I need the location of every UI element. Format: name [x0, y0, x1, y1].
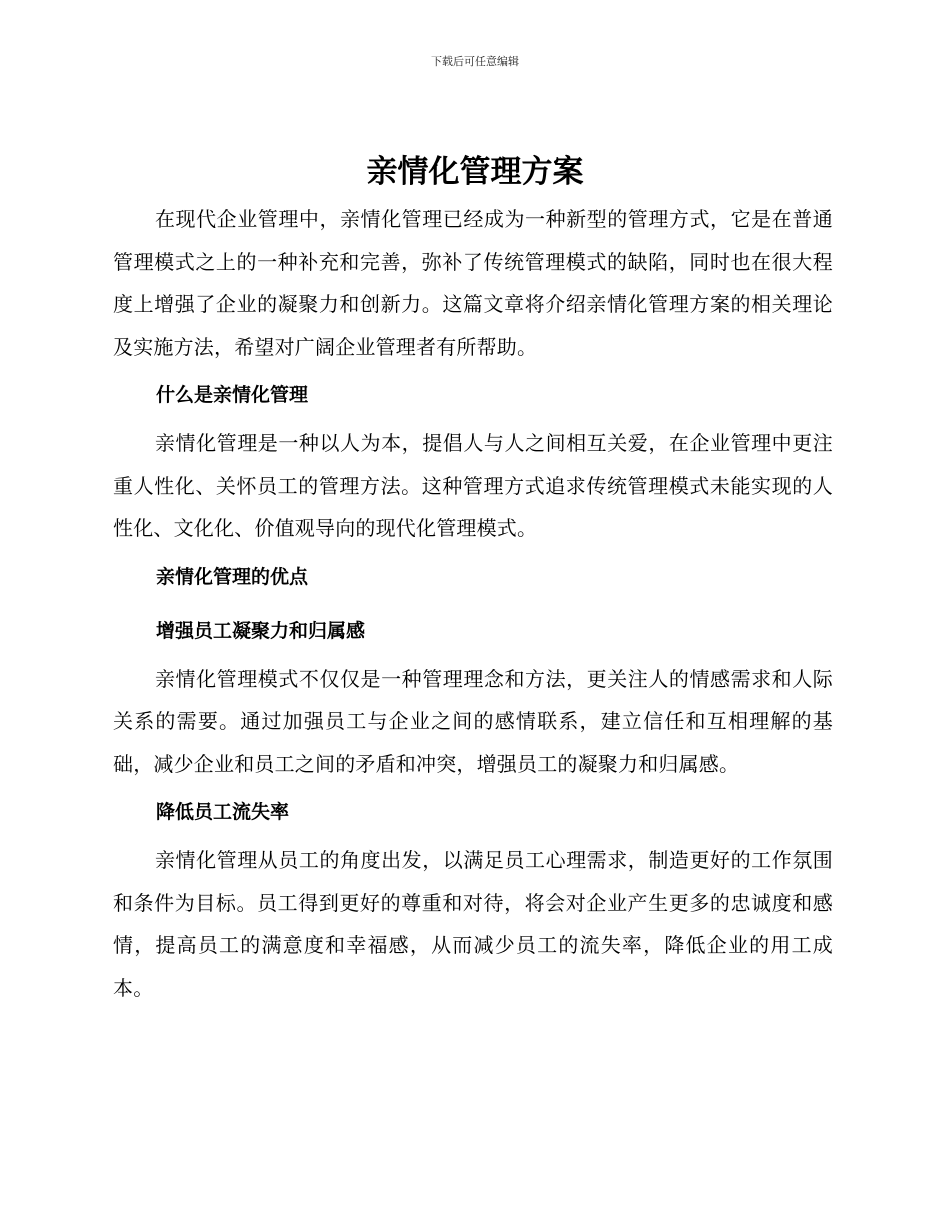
- document-title: 亲情化管理方案: [366, 154, 584, 190]
- intro-paragraph: 在现代企业管理中，亲情化管理已经成为一种新型的管理方式，它是在普通管理模式之上的一种补充和完善，弥补了传统管理模式的缺陷，同时也在很大程度上增强了企业的凝聚力和创新力。这篇文章将介绍亲情化管理方案的相关理论及实施方法，希望对广阔企业管理者有所帮助。: [113, 207, 833, 359]
- section-paragraph-turnover: 亲情化管理从员工的角度出发，以满足员工心理需求，制造更好的工作氛围和条件为目标。员工得到更好的尊重和对待，将会对企业产生更多的忠诚度和感情，提高员工的满意度和幸福感，从而减少员工的流失率，降低企业的用工成本。: [113, 848, 833, 1000]
- header-note: 下载后可任意编辑: [431, 55, 519, 68]
- document-body: [113, 198, 833, 1009]
- section-paragraph-cohesion: 亲情化管理模式不仅仅是一种管理理念和方法，更关注人的情感需求和人际关系的需要。通过加强员工与企业之间的感情联系，建立信任和互相理解的基础，减少企业和员工之间的矛盾和冲突，增强员工的凝聚力和归属感。: [113, 666, 833, 776]
- section-heading-advantages: 亲情化管理的优点: [156, 565, 309, 588]
- section-heading-cohesion: 增强员工凝聚力和归属感: [156, 619, 366, 642]
- section-heading-turnover: 降低员工流失率: [156, 801, 290, 823]
- section-heading-what-is: 什么是亲情化管理: [156, 384, 309, 406]
- section-paragraph-what-is: 亲情化管理是一种以人为本，提倡人与人之间相互关爱，在企业管理中更注重人性化、关怀员工的管理方法。这种管理方式追求传统管理模式未能实现的人性化、文化化、价值观导向的现代化管理模式。: [113, 431, 833, 540]
